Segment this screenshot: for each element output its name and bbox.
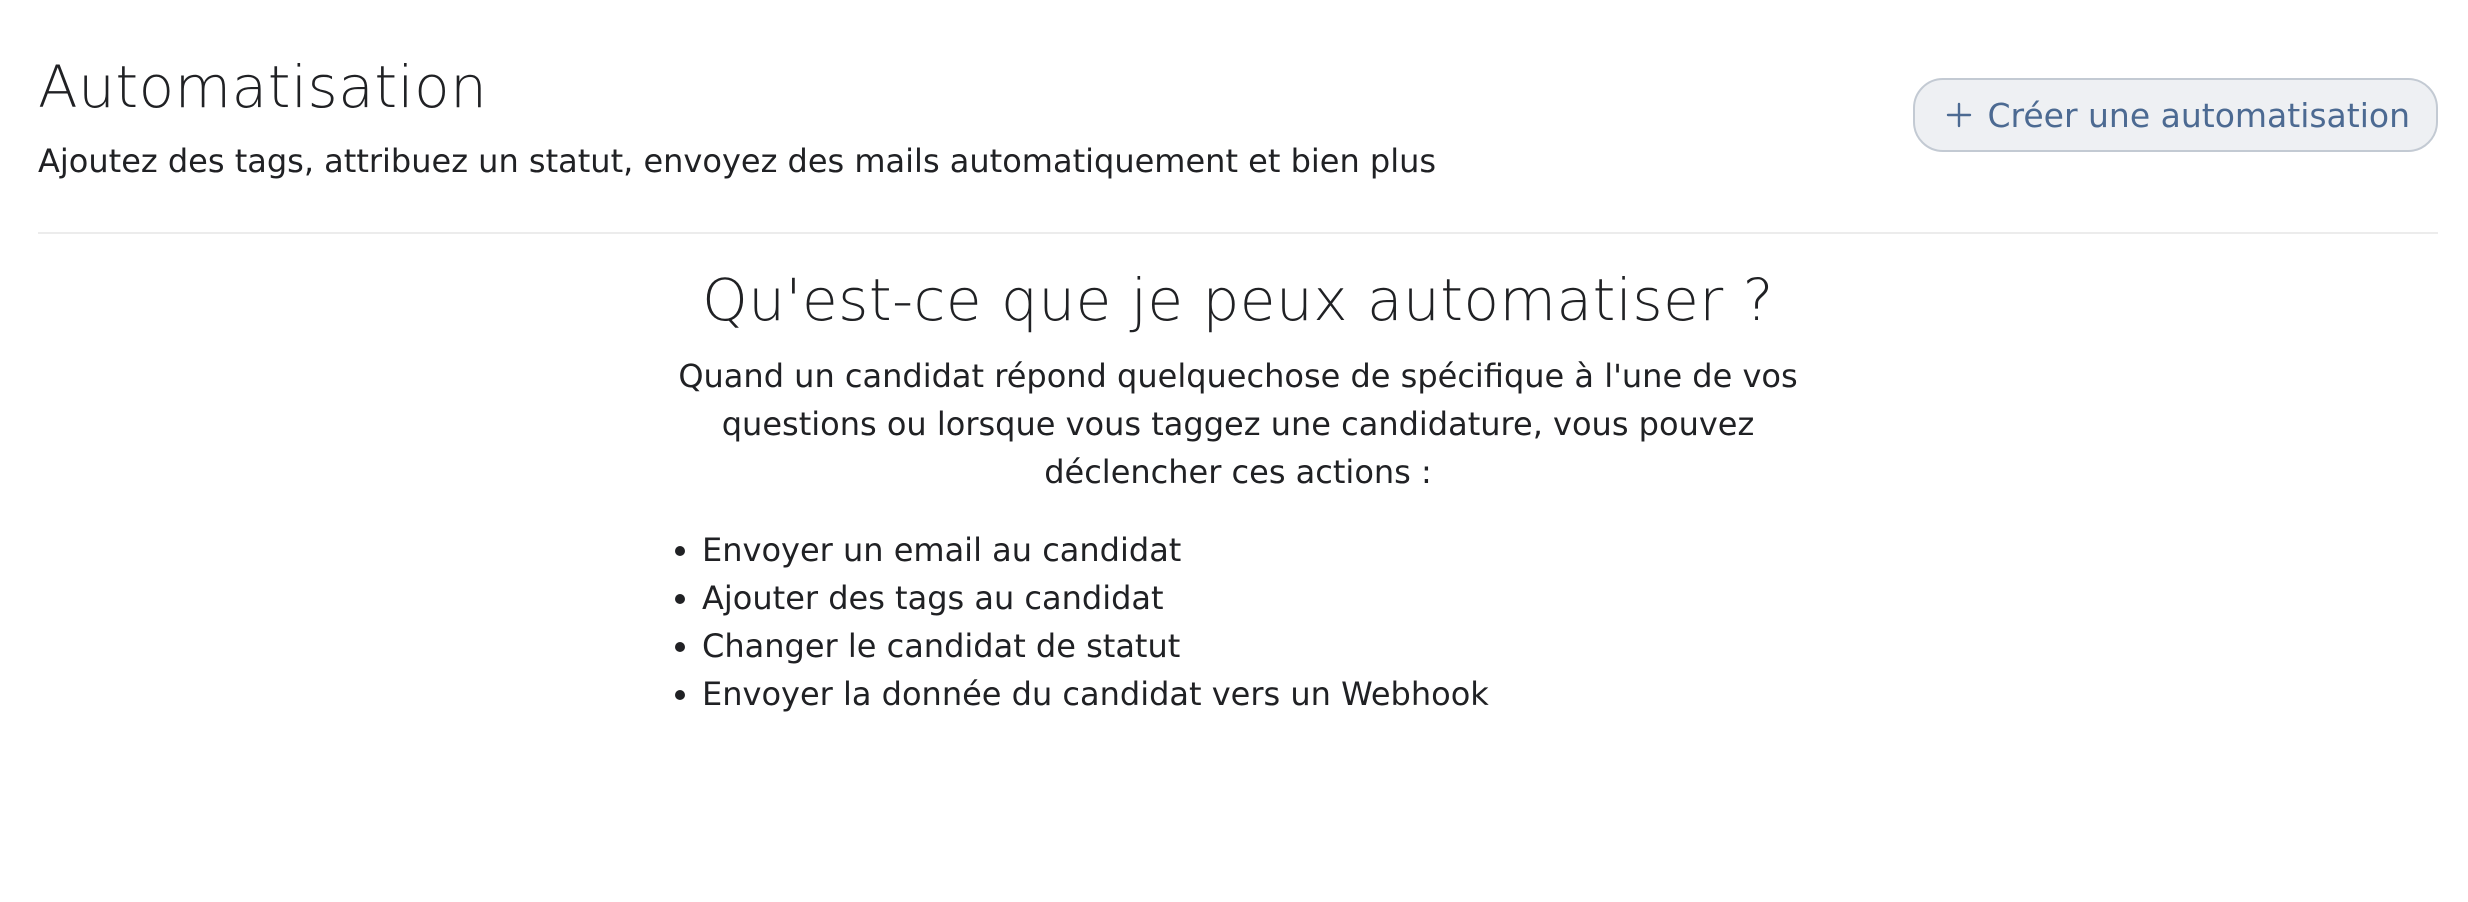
- create-automation-label: Créer une automatisation: [1987, 95, 2410, 135]
- page-subtitle: Ajoutez des tags, attribuez un statut, envoyez des mails automatiquement et bien plus: [38, 142, 1437, 180]
- list-item: • Changer le candidat de statut: [702, 622, 1489, 670]
- actions-list: [662, 526, 1489, 718]
- list-item: • Envoyer la donnée du candidat vers un Webhook: [702, 670, 1489, 718]
- create-automation-button[interactable]: [1913, 78, 2438, 152]
- page-header: [38, 0, 2438, 234]
- help-title: Qu'est-ce que je peux automatiser ?: [702, 266, 1774, 334]
- list-item: • Ajouter des tags au candidat: [702, 574, 1489, 622]
- help-description: Quand un candidat répond quelquechose de spécifique à l'une de vos questions ou lorsque vous taggez une candidature, vous pouvez déclencher ces actions :: [678, 357, 1798, 491]
- list-item: • Envoyer un email au candidat: [702, 526, 1489, 574]
- automation-page: [38, 0, 2438, 902]
- plus-icon: [1943, 99, 1975, 131]
- page-title: Automatisation: [38, 53, 488, 121]
